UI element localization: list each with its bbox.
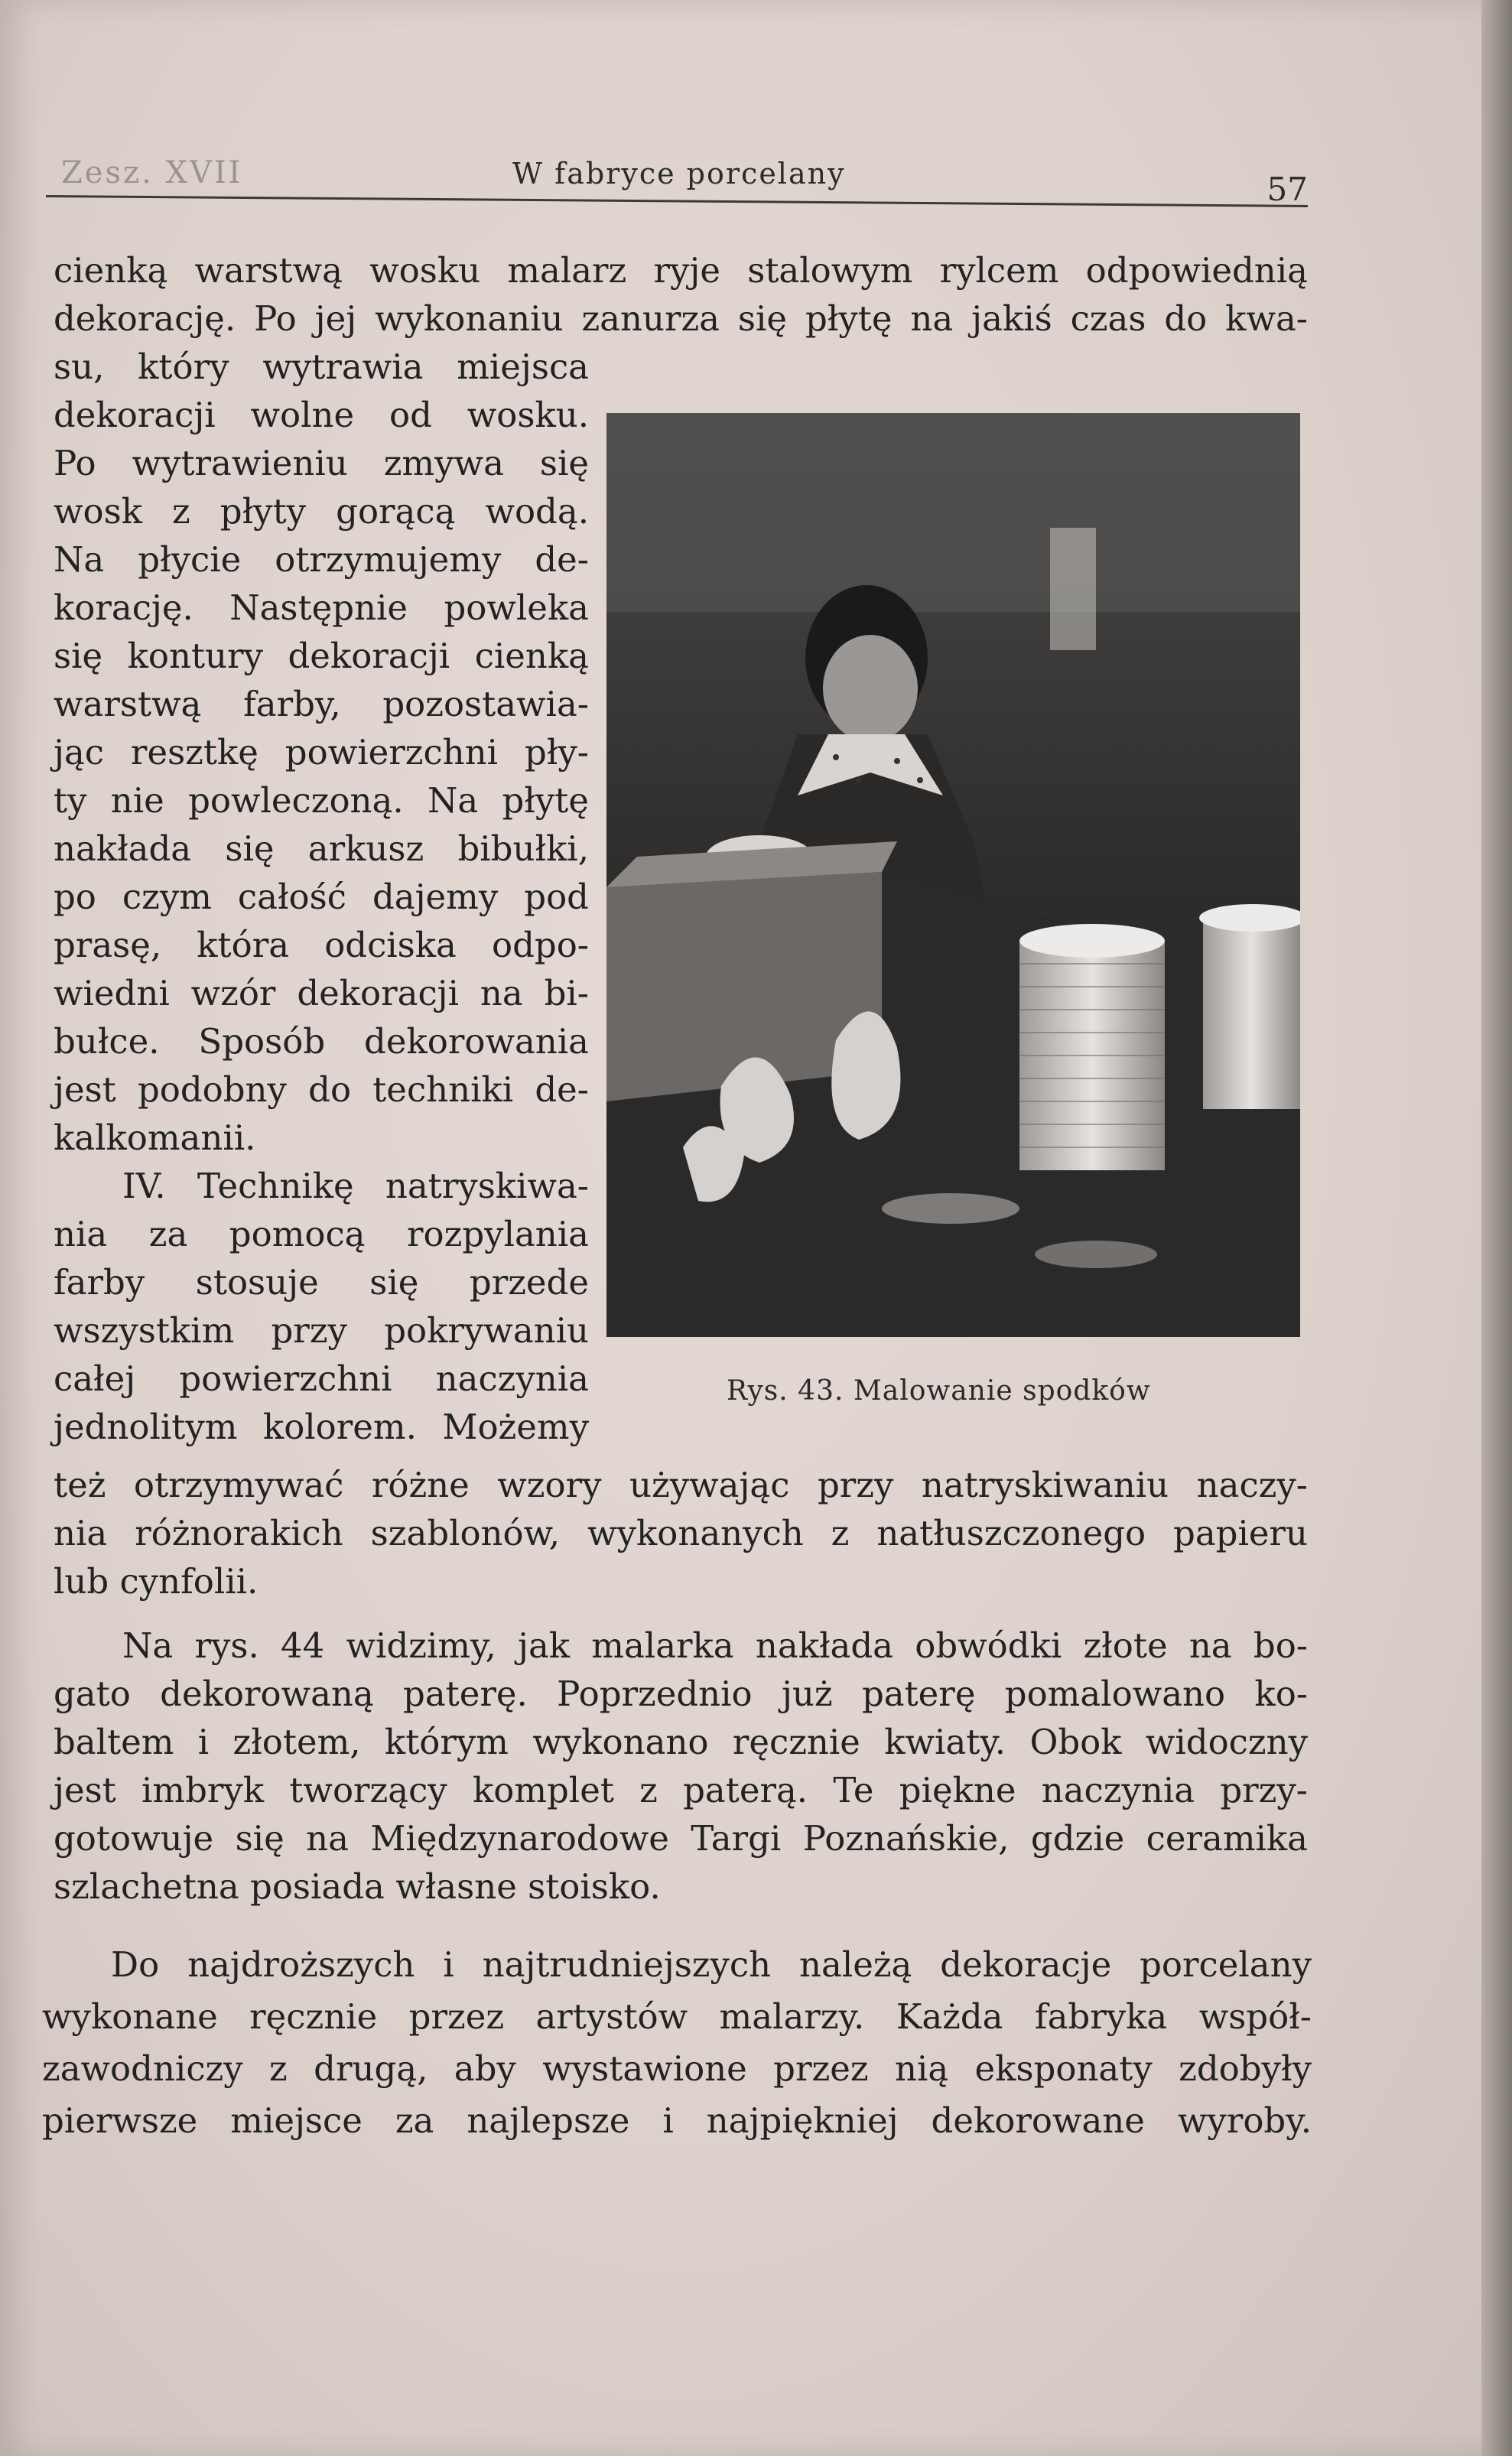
text-line: baltem i złotem, którym wykonano ręcznie kwiaty. Obok widoczny — [54, 1722, 1308, 1762]
text-line: Po wytrawieniu zmywa się — [54, 443, 589, 483]
text-line: farby stosuje się przede — [54, 1262, 589, 1303]
text-line: bułce. Sposób dekorowania — [54, 1021, 589, 1062]
text-line: wiedni wzór dekoracji na bi- — [54, 973, 589, 1013]
text-line: wosk z płyty gorącą wodą. — [54, 491, 589, 532]
text-line: się kontury dekoracji cienką — [54, 636, 589, 676]
header-title: W fabryce porcelany — [512, 157, 846, 190]
text-line: ty nie powleczoną. Na płytę — [54, 780, 589, 821]
text-line: gato dekorowaną paterę. Poprzednio już paterę pomalowano ko- — [54, 1674, 1308, 1714]
text-line: Na płycie otrzymujemy de- — [54, 539, 589, 580]
text-line: dekoracji wolne od wosku. — [54, 395, 589, 435]
text-line: korację. Następnie powleka — [54, 587, 589, 628]
photo-painting-saucers — [606, 413, 1300, 1337]
text-line: też otrzymywać różne wzory używając przy natryskiwaniu naczy- — [54, 1465, 1308, 1505]
text-line: cienką warstwą wosku malarz ryje stalowym rylcem odpowiednią — [54, 250, 1308, 291]
text-line: gotowuje się na Międzynarodowe Targi Poznańskie, gdzie ceramika — [54, 1818, 1308, 1859]
text-line: jest podobny do techniki de- — [54, 1069, 589, 1110]
paragraph-hand-painted — [42, 1939, 1312, 2147]
text-line: lub cynfolii. — [54, 1561, 259, 1602]
header-issue-label: Zesz. XVII — [61, 155, 243, 190]
text-line: kalkomanii. — [54, 1117, 256, 1158]
text-line: prasę, która odciska odpo- — [54, 925, 589, 965]
text-line: wykonane ręcznie przez artystów malarzy. Każda fabryka współ- — [42, 1996, 1312, 2037]
text-line: nakłada się arkusz bibułki, — [54, 828, 589, 869]
text-line: Do najdroższych i najtrudniejszych należą dekoracje porcelany — [111, 1944, 1312, 1985]
text-line: jest imbryk tworzący komplet z paterą. Te piękne naczynia przy- — [54, 1770, 1308, 1810]
text-line: su, który wytrawia miejsca — [54, 346, 589, 387]
text-line: IV. Technikę natryskiwa- — [122, 1166, 589, 1206]
text-line: jąc resztkę powierzchni pły- — [54, 732, 589, 773]
text-line: dekorację. Po jej wykonaniu zanurza się płytę na jakiś czas do kwa- — [54, 298, 1308, 339]
text-line: Na rys. 44 widzimy, jak malarka nakłada obwódki złote na bo- — [122, 1625, 1308, 1666]
text-line: nia różnorakich szablonów, wykonanych z natłuszczonego papieru — [54, 1513, 1308, 1553]
text-line: jednolitym kolorem. Możemy — [54, 1407, 589, 1447]
text-line: szlachetna posiada własne stoisko. — [54, 1866, 661, 1907]
text-line: całej powierzchni naczynia — [54, 1358, 589, 1399]
continued-paragraph — [54, 1461, 1308, 1605]
text-line: warstwą farby, pozostawia- — [54, 684, 589, 724]
figure-caption: Rys. 43. Malowanie spodków — [727, 1375, 1151, 1407]
top-wide-lines — [54, 246, 1308, 343]
running-header — [54, 149, 1308, 208]
text-line: pierwsze miejsce za najlepsze i najpiękniej dekorowane wyroby. — [42, 2100, 1312, 2141]
text-line: po czym całość dajemy pod — [54, 877, 589, 917]
text-line: zawodniczy z drugą, aby wystawione przez nią eksponaty zdobyły — [42, 2048, 1312, 2089]
text-line: wszystkim przy pokrywaniu — [54, 1310, 589, 1351]
page-number: 57 — [1267, 171, 1308, 208]
page-edge-shadow — [1481, 0, 1512, 2456]
text-line: nia za pomocą rozpylania — [54, 1214, 589, 1254]
paragraph-rys-44 — [54, 1622, 1308, 1911]
left-column-text — [54, 343, 589, 1451]
